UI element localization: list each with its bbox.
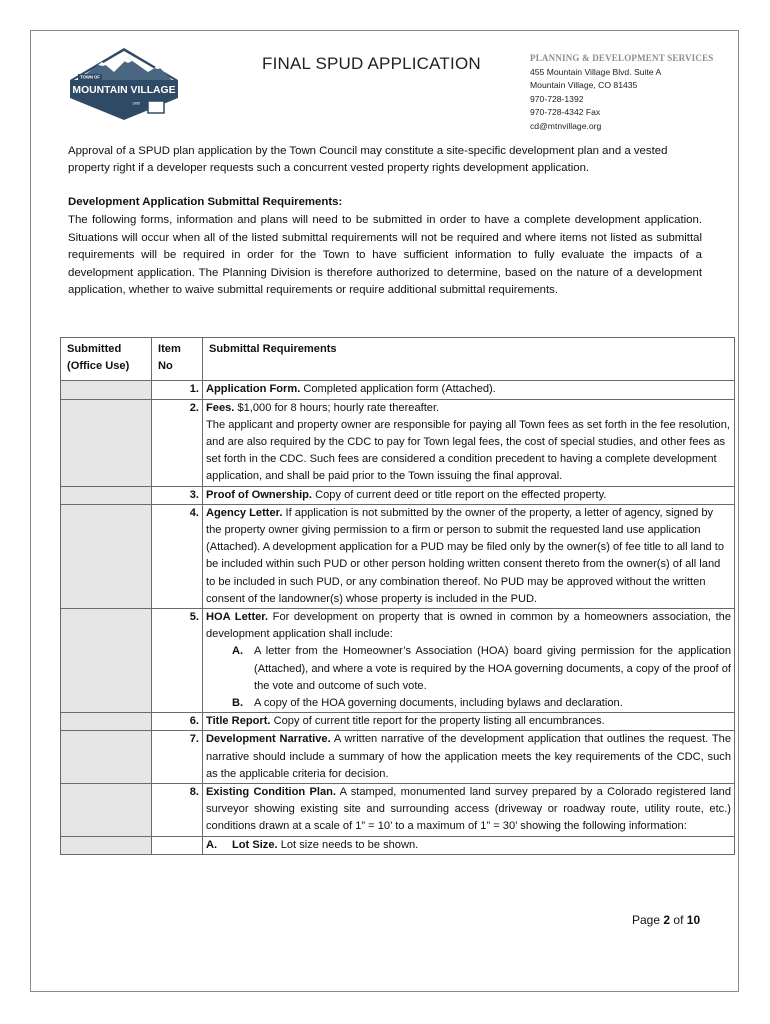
logo-name: MOUNTAIN VILLAGE xyxy=(72,85,176,96)
table-row xyxy=(61,486,735,504)
table-row xyxy=(61,609,735,713)
total-pages: 10 xyxy=(686,913,701,927)
item-number: 7. xyxy=(152,731,203,784)
requirement-title: Existing Condition Plan. xyxy=(206,786,336,799)
form-title: FINAL SPUD APPLICATION xyxy=(262,54,481,73)
requirement-text xyxy=(203,713,735,731)
requirement-title: Application Form. xyxy=(206,383,301,396)
submitted-checkbox-cell[interactable] xyxy=(61,399,152,486)
table-row xyxy=(61,731,735,784)
page-number-footer xyxy=(632,913,700,927)
sub-text: A copy of the HOA governing documents, including bylaws and declaration. xyxy=(254,697,623,710)
requirement-text xyxy=(203,731,735,784)
requirement-title: Agency Letter. xyxy=(206,506,283,519)
sub-text xyxy=(232,837,731,854)
item-number: 2. xyxy=(152,399,203,486)
of-label: of xyxy=(673,913,684,927)
submitted-checkbox-cell[interactable] xyxy=(61,486,152,504)
requirement-title: Proof of Ownership. xyxy=(206,488,313,501)
address-line-2: Mountain Village, CO 81435 xyxy=(530,80,638,91)
requirement-description: For development on property that is owned in common by a homeowners association, the development application shall include: xyxy=(206,611,731,641)
logo-est: 1995 xyxy=(132,101,140,106)
submitted-checkbox-cell[interactable] xyxy=(61,713,152,731)
submitted-checkbox-cell[interactable] xyxy=(61,381,152,399)
requirement-title: Fees. xyxy=(206,401,235,414)
item-number: 4. xyxy=(152,504,203,608)
sub-description: Lot size needs to be shown. xyxy=(277,838,419,851)
requirement-text xyxy=(203,381,735,399)
submitted-checkbox-cell[interactable] xyxy=(61,836,152,854)
submitted-checkbox-cell[interactable] xyxy=(61,504,152,608)
requirement-extra: The applicant and property owner are responsible for paying all Town fees as set forth in the fee resolution, and are also required by the CDC to pay for Town legal fees, the cost of special studies, and other fees as set forth in the CDC. Such fees are considered a condition precedent to having a complete development application, and shall be paid prior to the Town issuing the final approval. xyxy=(206,418,730,483)
sub-requirement xyxy=(206,643,731,695)
sub-requirement xyxy=(206,837,731,854)
requirement-description: A written narrative of the development application that outlines the request. The narrative should include a summary of how the application meets the key requirements of the CDC, such as the applicable criteria for decision. xyxy=(206,733,731,780)
item-number: 5. xyxy=(152,609,203,713)
sub-text: A letter from the Homeowner’s Association (HOA) board giving permission for the application (Attached), and where a vote is required by the HOA governing documents, a copy of the proof of the vote and outcome of such vote. xyxy=(254,645,731,692)
requirement-text xyxy=(203,504,735,608)
phone-number: 970-728-1392 xyxy=(530,93,584,104)
requirement-text xyxy=(203,609,735,713)
sub-title: Lot Size. xyxy=(232,838,278,851)
item-number: 8. xyxy=(152,784,203,837)
requirements-heading: Development Application Submittal Requirements: xyxy=(68,196,343,208)
table-row xyxy=(61,713,735,731)
header-submitted: Submitted (Office Use) xyxy=(61,338,152,381)
item-number: 6. xyxy=(152,713,203,731)
header-item-no: Item No xyxy=(152,338,203,381)
sub-letter: A. xyxy=(232,645,244,658)
requirement-title: Title Report. xyxy=(206,715,271,728)
address-line-1: 455 Mountain Village Blvd. Suite A xyxy=(530,66,662,77)
fax-number: 970-728-4342 Fax xyxy=(530,107,601,118)
item-number: 1. xyxy=(152,381,203,399)
submitted-checkbox-cell[interactable] xyxy=(61,731,152,784)
requirement-description: If application is not submitted by the owner of the property, a letter of agency, signed by the property owner giving permission to a firm or person to submit the requested land use application (Attached). A development application for a PUD may be filed only by the owner(s) of fee title to all land to be included within such PUD or other person holding written consent thereto from the owner(s) of all land to be included in such PUD, or any combination thereof. No PUD may be approved without the written consent of the landowner(s) whose property is included in the PUD. xyxy=(206,506,724,605)
table-row xyxy=(61,504,735,608)
header-submittal-requirements: Submittal Requirements xyxy=(203,338,735,381)
sub-requirement xyxy=(206,695,731,712)
requirement-text xyxy=(203,836,735,854)
requirement-text xyxy=(203,486,735,504)
requirement-description: A stamped, monumented land survey prepared by a Colorado registered land surveyor showing existing site and surrounding access (driveway or roadway route, utility route, etc.) conditions drawn at a scale of 1” = 10’ to a maximum of 1” = 30’ showing the following information: xyxy=(206,786,732,833)
requirement-description: Copy of current deed or title report on the effected property. xyxy=(312,488,607,501)
submittal-requirements-table xyxy=(60,337,735,855)
requirement-lead xyxy=(206,609,731,643)
sub-letter: B. xyxy=(232,697,244,710)
logo-top-text: TOWN OF xyxy=(80,74,100,80)
sub-letter: A. xyxy=(206,838,218,851)
contact-block xyxy=(530,52,714,134)
submitted-checkbox-cell[interactable] xyxy=(61,784,152,837)
requirement-description: Completed application form (Attached). xyxy=(300,383,496,396)
intro-paragraph: Approval of a SPUD plan application by the Town Council may constitute a site-specific development plan and a vested property right if a developer requests such a concurrent vested property rights development application. xyxy=(68,145,668,174)
item-number: 3. xyxy=(152,486,203,504)
table-row xyxy=(61,784,735,837)
table-row xyxy=(61,836,735,854)
requirements-paragraph: The following forms, information and plans will need to be submitted in order to have a complete development application. Situations will occur when all of the listed submittal requirements will not be required and where items not listed as submittal requirements will be required in order for the Town to have sufficient information to fully evaluate the impacts of a development application. The Planning Division is therefore authorized to determine, based on the nature of a development application, whether to waive submittal requirements or require additional submittal requirements. xyxy=(68,214,702,296)
table-row xyxy=(61,399,735,486)
requirement-title: Development Narrative. xyxy=(206,733,331,746)
requirement-text xyxy=(203,784,735,837)
requirement-title: HOA Letter. xyxy=(206,611,269,624)
table-row xyxy=(61,381,735,399)
current-page: 2 xyxy=(663,913,671,927)
requirement-description: Copy of current title report for the property listing all encumbrances. xyxy=(270,715,605,728)
table-header-row xyxy=(61,338,735,381)
item-number xyxy=(152,836,203,854)
mountain-village-logo xyxy=(68,46,180,122)
page-label: Page xyxy=(632,913,661,927)
submitted-checkbox-cell[interactable] xyxy=(61,609,152,713)
email-address: cd@mtnvillage.org xyxy=(530,120,602,131)
department-name: PLANNING & DEVELOPMENT SERVICES xyxy=(530,53,714,63)
requirement-text xyxy=(203,399,735,486)
requirement-description: $1,000 for 8 hours; hourly rate thereafter. xyxy=(234,401,440,414)
